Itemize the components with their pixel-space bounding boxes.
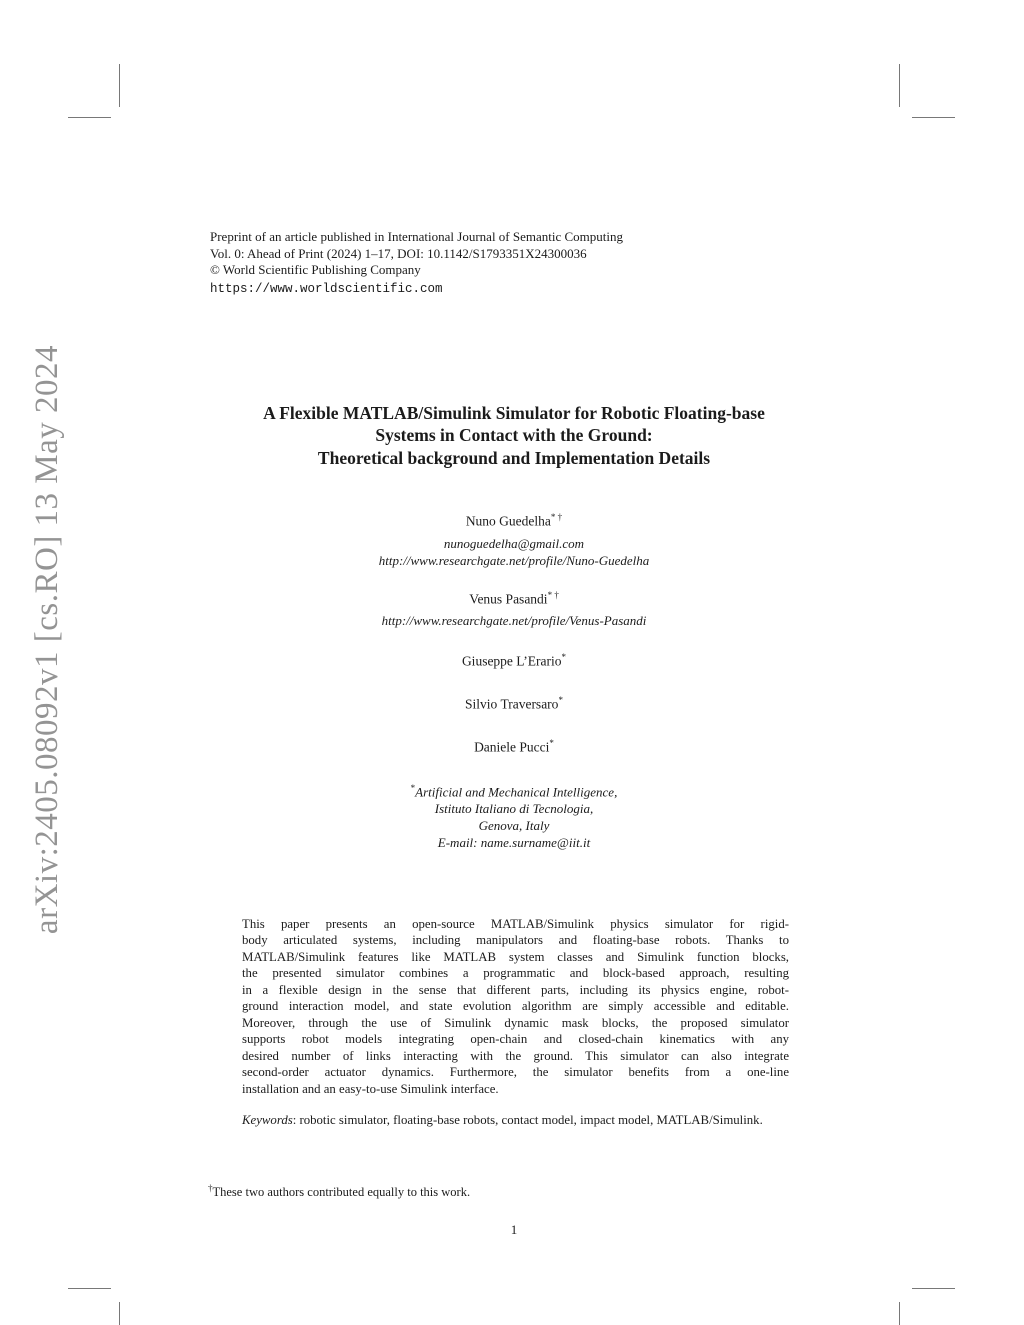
crop-mark-bottom-left-vertical <box>119 1302 120 1325</box>
paper-title-line-3: Theoretical background and Implementation Details <box>317 447 711 468</box>
equal-contribution-footnote: †These two authors contributed equally to this work. <box>208 1183 471 1200</box>
author-name-nuno-guedelha: Nuno Guedelha* † <box>465 512 563 529</box>
author-marks: * † <box>550 512 563 522</box>
footnote-marker: † <box>208 1183 213 1193</box>
publisher-url-link[interactable]: https://www.worldscientific.com <box>210 281 443 296</box>
crop-mark-top-right-horizontal <box>912 117 955 118</box>
abstract-line: in a flexible design in the sense that different parts, including its physics engine, robot- <box>242 982 789 997</box>
author-name-daniele-pucci: Daniele Pucci* <box>474 738 554 755</box>
paper-title <box>162 402 866 469</box>
journal-header-line-1: Preprint of an article published in International Journal of Semantic Computing <box>210 229 624 244</box>
author-name-silvio-traversaro: Silvio Traversaro* <box>465 695 563 712</box>
keywords-label: Keywords <box>242 1113 293 1127</box>
abstract-line: This paper presents an open-source MATLAB/Simulink physics simulator for rigid- <box>242 917 789 931</box>
crop-mark-top-left-horizontal <box>68 117 111 118</box>
page-number: 1 <box>510 1222 518 1237</box>
journal-header-line-3: © World Scientific Publishing Company <box>210 262 421 277</box>
crop-mark-top-left-vertical <box>119 64 120 107</box>
affiliation-email: E-mail: name.surname@iit.it <box>437 835 591 851</box>
journal-header-line-2: Vol. 0: Ahead of Print (2024) 1–17, DOI: 10.1142/S1793351X24300036 <box>210 245 587 261</box>
affiliation <box>212 780 816 851</box>
affiliation-marker: * <box>410 783 416 793</box>
crop-mark-top-right-vertical <box>899 64 900 107</box>
author-name-venus-pasandi: Venus Pasandi* † <box>469 590 559 607</box>
author-profile-url-venus-pasandi[interactable]: http://www.researchgate.net/profile/Venus-Pasandi <box>381 613 647 628</box>
keywords <box>242 1112 789 1128</box>
abstract-line: desired number of links interacting with the ground. This simulator can also integrate <box>242 1048 789 1063</box>
author-email-nuno-guedelha[interactable]: nunoguedelha@gmail.com <box>443 536 585 551</box>
affiliation-line-1: *Artificial and Mechanical Intelligence, <box>410 783 618 800</box>
affiliation-line-3: Genova, Italy <box>478 818 550 834</box>
keywords-text: : robotic simulator, floating-base robots, contact model, impact model, MATLAB/Simulink. <box>292 1113 763 1127</box>
author-name-giuseppe-lerario: Giuseppe L’Erario* <box>461 652 567 669</box>
abstract-line: MATLAB/Simulink features like MATLAB system classes and Simulink function blocks, <box>242 949 789 964</box>
abstract <box>242 916 789 1097</box>
abstract-line: body articulated systems, including manipulators and floating-base robots. Thanks to <box>242 933 789 948</box>
paper-title-line-1: A Flexible MATLAB/Simulink Simulator for Robotic Floating-base <box>263 403 765 423</box>
arxiv-stamp: arXiv:2405.08092v1 [cs.RO] 13 May 2024 <box>29 344 65 935</box>
author-profile-url-nuno-guedelha[interactable]: http://www.researchgate.net/profile/Nuno-Guedelha <box>378 553 650 568</box>
crop-mark-bottom-left-horizontal <box>68 1288 111 1289</box>
author-marks: * <box>558 695 563 705</box>
affiliation-line-2: Istituto Italiano di Tecnologia, <box>434 801 594 817</box>
abstract-line: supports robot models integrating open-chain and closed-chain kinematics with any <box>242 1032 789 1047</box>
abstract-line: second-order actuator dynamics. Furthermore, the simulator benefits from a one-line <box>242 1065 789 1080</box>
author-marks: * <box>561 652 567 662</box>
crop-mark-bottom-right-vertical <box>899 1302 900 1325</box>
paper-title-line-2: Systems in Contact with the Ground: <box>375 425 653 446</box>
author-marks: * <box>549 738 554 748</box>
abstract-line: ground interaction model, and state evolution algorithm are simply accessible and editable. <box>242 999 789 1014</box>
abstract-line: the presented simulator combines a programmatic and block-based approach, resulting <box>242 966 789 981</box>
journal-header <box>210 229 623 297</box>
abstract-line: Moreover, through the use of Simulink dynamic mask blocks, the proposed simulator <box>242 1015 789 1030</box>
crop-mark-bottom-right-horizontal <box>912 1288 955 1289</box>
abstract-line: installation and an easy-to-use Simulink interface. <box>242 1081 499 1096</box>
author-marks: * † <box>547 590 559 600</box>
